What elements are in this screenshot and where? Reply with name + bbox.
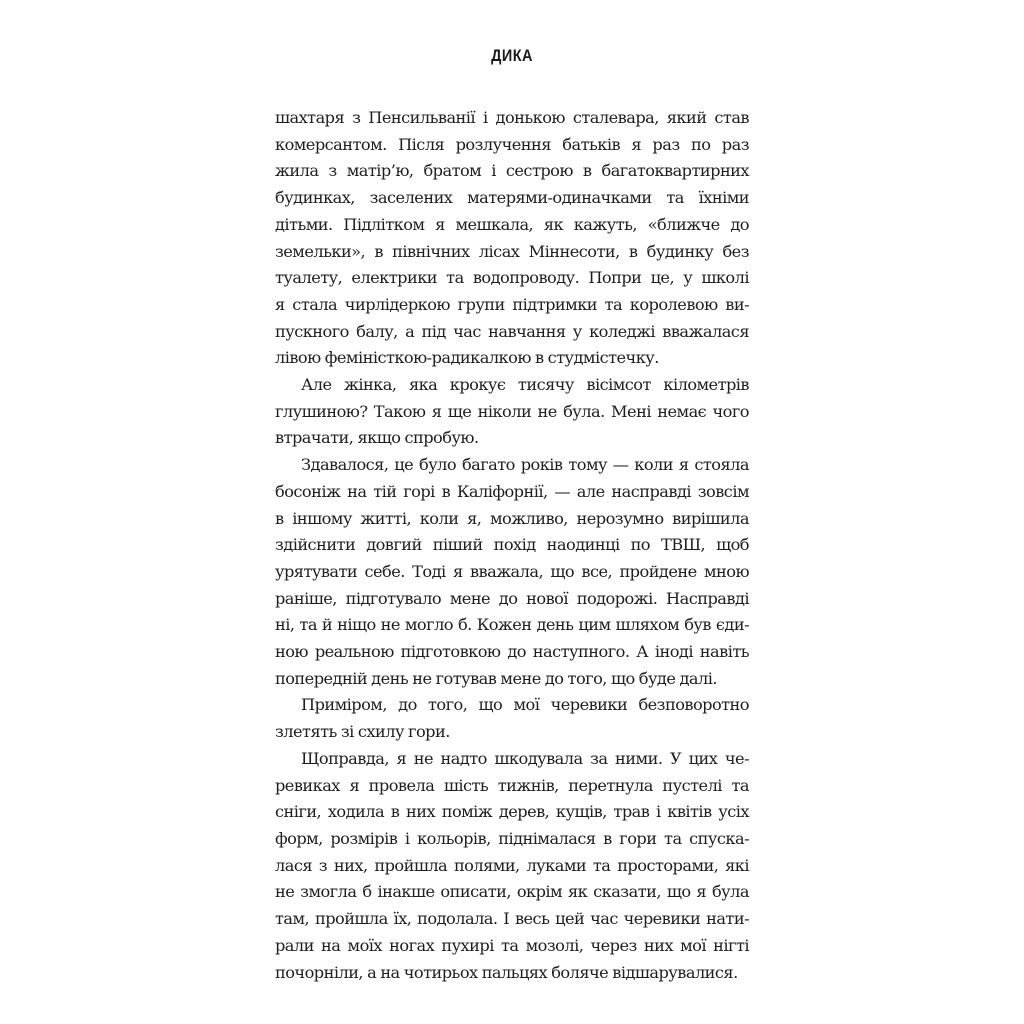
text-line: раніше, підготувало мене до нової подорожі. Насправді [275, 588, 749, 608]
paragraph-2 [275, 372, 749, 452]
text-line: Але жінка, яка крокує тисячу вісімсот кілометрів [301, 375, 749, 395]
text-line: я стала чирлідеркою групи підтримки та королевою ви- [275, 294, 749, 314]
text-line: лівою феміністкою-радикалкою в студмістечку. [275, 348, 659, 368]
text-line: земельки», в північних лісах Міннесоти, в будинку без [275, 241, 749, 261]
text-line: будинках, заселених матерями-одиначками та їхніми [275, 188, 749, 208]
text-line: урятувати себе. Тоді я вважала, що все, пройдене мною [275, 561, 749, 581]
text-line: жила з матір’ю, братом і сестрою в багатоквартирних [275, 161, 749, 181]
text-line: злетять зі схилу гори. [275, 722, 450, 742]
text-line: туалету, електрики та водопроводу. Попри це, у школі [275, 268, 749, 288]
text-line: пускного балу, а під час навчання у коледжі вважалася [275, 321, 749, 341]
text-line: Приміром, до того, що мої черевики безповоротно [301, 695, 749, 715]
running-head-title: ДИКА [491, 46, 533, 65]
text-line: шахтаря з Пенсильванії і донькою сталевара, який став [275, 108, 749, 127]
paragraph-3 [275, 452, 749, 692]
page-body [275, 105, 749, 986]
text-line: втрачати, якщо спробую. [275, 428, 479, 448]
text-line: дітьми. Підлітком я мешкала, як кажуть, «ближче до [275, 214, 749, 234]
text-line: лася з них, пройшла полями, луками та просторами, які [275, 855, 749, 875]
text-line: форм, розмірів і кольорів, піднімалася в гори та спуска- [275, 828, 749, 848]
text-line: здійснити довгий піший похід наодинці по ТВШ, щоб [275, 535, 749, 555]
text-line: почорніли, а на чотирьох пальцях боляче відшарувалися. [275, 962, 738, 982]
text-line: рали на моїх ногах пухирі та мозолі, через них мої нігті [275, 935, 749, 955]
text-line: в іншому житті, коли я, можливо, нерозумно вирішила [275, 508, 749, 528]
text-line: Здавалося, це було багато років тому — коли я стояла [301, 455, 749, 475]
paragraph-1 [275, 105, 749, 372]
text-line: ревиках я провела шість тижнів, перетнула пустелі та [275, 775, 749, 795]
text-line: не змогла б інакше описати, окрім як сказати, що я була [275, 882, 749, 902]
text-line: ною реальною підготовкою до наступного. А іноді навіть [275, 642, 749, 662]
text-line: попередній день не готував мене до того, що буде далі. [275, 668, 717, 688]
text-line: глушиною? Такою я ще ніколи не була. Мені немає чого [275, 401, 749, 421]
paragraph-5 [275, 746, 749, 986]
text-line: Щоправда, я не надто шкодувала за ними. У цих че- [301, 748, 749, 768]
text-line: сніги, ходила в них поміж дерев, кущів, трав і квітів усіх [275, 802, 749, 822]
paragraph-4 [275, 692, 749, 745]
text-line: ні, та й ніщо не могло б. Кожен день цим шляхом був єди- [275, 615, 749, 635]
text-line: комерсантом. Після розлучення батьків я раз по раз [275, 134, 749, 154]
text-line: там, пройшла їх, подолала. І весь цей час черевики нати- [275, 909, 749, 929]
text-line: босоніж на тій горі в Каліфорнії, — але насправді зовсім [275, 481, 749, 501]
